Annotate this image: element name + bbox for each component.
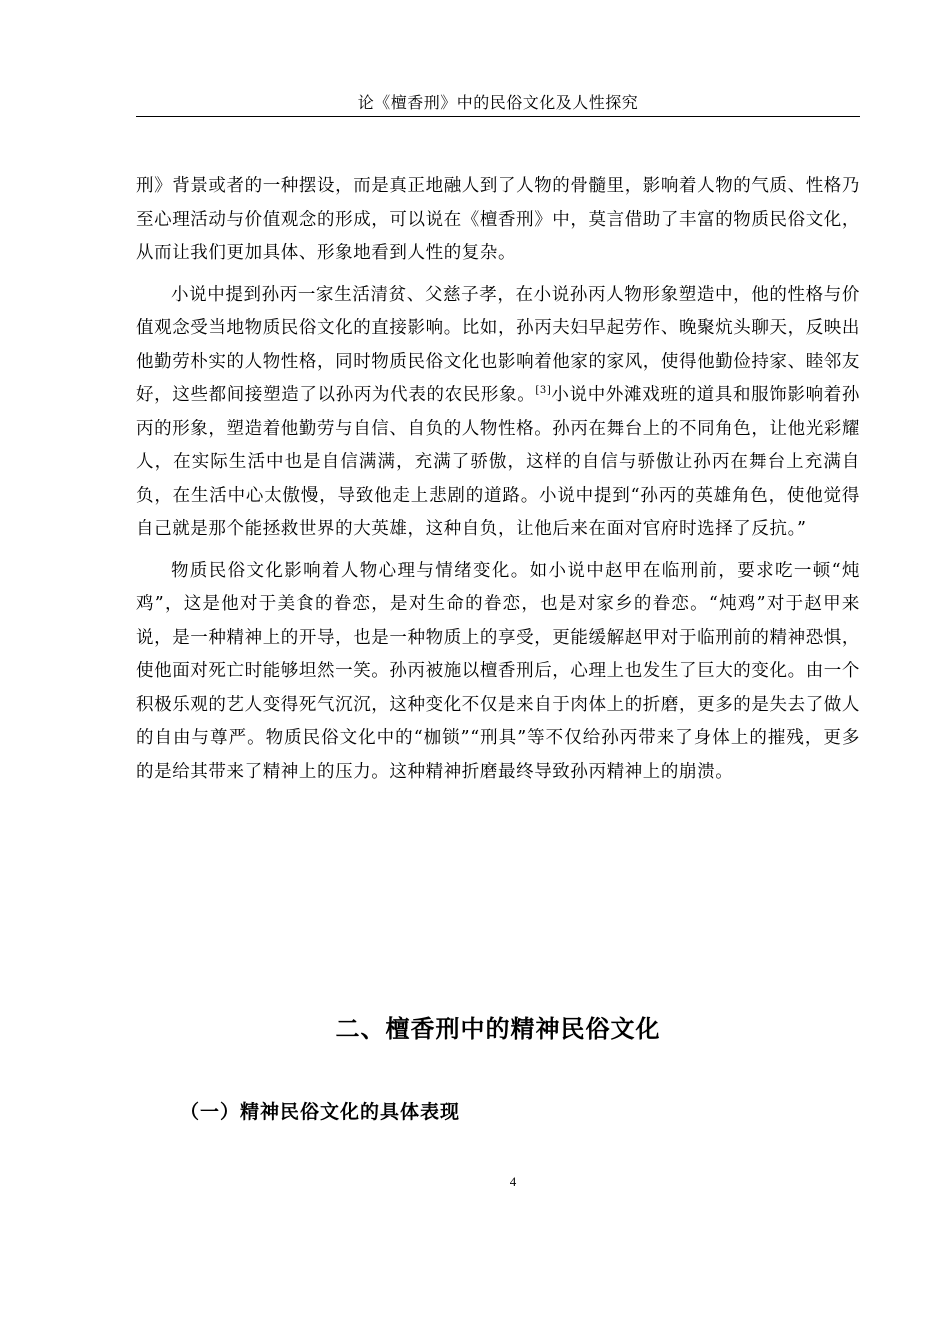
subsection-heading: （一）精神民俗文化的具体表现 xyxy=(180,1101,461,1123)
running-header xyxy=(136,90,860,117)
paragraph-psychology: 物质民俗文化影响着人物心理与情绪变化。如小说中赵甲在临刑前，要求吃一顿“炖鸡”，这是他对于美食的眷恋，是对生命的眷恋，也是对家乡的眷恋。“炖鸡”对于赵甲来说，是一种精神上的开导，也是一种物质上的享受，更能缓解赵甲对于临刑前的精神恐惧，使他面对死亡时能够坦然一笑。孙丙被施以檀香刑后，心理上也发生了巨大的变化。由一个积极乐观的艺人变得死气沉沉，这种变化不仅是来自于肉体上的折磨，更多的是失去了做人的自由与尊严。物质民俗文化中的“枷锁”“刑具”等不仅给孙丙带来了身体上的摧残，更多的是给其带来了精神上的压力。这种精神折磨最终导致孙丙精神上的崩溃。 xyxy=(136,560,860,782)
running-header-title: 论《檀香刑》中的民俗文化及人性探究 xyxy=(357,93,639,112)
paragraph-sun-bing-character xyxy=(136,279,860,547)
citation-ref[interactable]: [3] xyxy=(535,385,552,397)
body-text xyxy=(136,170,860,797)
paragraph-continuation: 刑》背景或者的一种摆设，而是真正地融人到了人物的骨髓里，影响着人物的气质、性格乃至心理活动与价值观念的形成，可以说在《檀香刑》中，莫言借助了丰富的物质民俗文化，从而让我们更加具体、形象地看到人性的复杂。 xyxy=(136,176,860,263)
paragraph-text: 小说中提到孙丙一家生活清贫、父慈子孝，在小说孙丙人物形象塑造中，他的性格与价值观念受当地物质民俗文化的直接影响。比如，孙丙夫妇早起劳作、晚聚炕头聊天，反映出他勤劳朴实的人物性格，同时物质民俗文化也影响着他家的家风，使得他勤俭持家、睦邻友好，这些都间接塑造了以孙丙为代表的农民形象。 xyxy=(136,284,860,405)
page-number: 4 xyxy=(509,1174,517,1189)
paragraph-text: 小说中外滩戏班的道具和服饰影响着孙丙的形象，塑造着他勤劳与自信、自负的人物性格。孙丙在舞台上的不同角色，让他光彩耀人，在实际生活中也是自信满满，充满了骄傲，这样的自信与骄傲让孙丙在舞台上充满自负，在生活中心太傲慢，导致他走上悲剧的道路。小说中提到“孙丙的英雄角色，使他觉得自己就是那个能拯救世界的大英雄，这种自负，让他后来在面对官府时选择了反抗。” xyxy=(136,385,861,539)
section-heading: 二、檀香刑中的精神民俗文化 xyxy=(335,1015,661,1043)
